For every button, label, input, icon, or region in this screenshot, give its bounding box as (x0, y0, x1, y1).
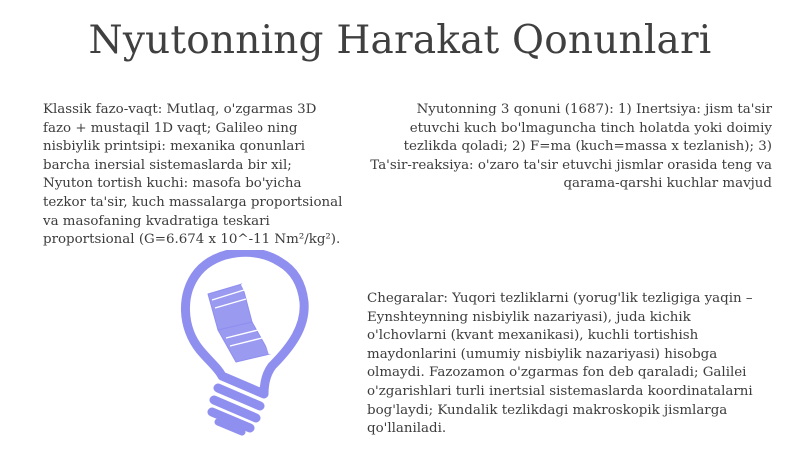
slide-title: Nyutonning Harakat Qonunlari (88, 18, 712, 63)
classical-spacetime-text: Klassik fazo-vaqt: Mutlaq, o'zgarmas 3D fazo + mustaqil 1D vaqt; Galileo ning nisbiylik printsipi: mexanika qonunlari barcha inersial sistemaslarda bir xil; Nyuton tortish kuchi: masofa bo'yicha tezkor ta'sir, kuch massalarga proportsional va masofaning kvadratiga teskari proportsional (G=6.674 x 10^-11 Nm²/kg²). (43, 102, 343, 248)
limitations-text: Chegaralar: Yuqori tezliklarni (yorug'lik tezligiga yaqin – Eynshteynning nisbiylik nazariyasi), juda kichik o'lchovlarni (kvant mexanikasi), kuchli tortishish maydonlarini (umumiy nisbiylik nazariyasi) hisobga olmaydi. Fazozamon o'zgarmas fon deb qaraladi; Galilei o'zgarishlari turli inertsial sistemaslarda koordinatalarni bog'laydi; Kundalik tezlikdagi makroskopik jismlarga qo'llaniladi. (367, 291, 753, 437)
newton-laws-text: Nyutonning 3 qonuni (1687): 1) Inertsiya: jism ta'sir etuvchi kuch bo'lmaguncha tinch holatda yoki doimiy tezlikda qoladi; 2) F=ma (kuch=massa x tezlanish); 3) Ta'sir-reaksiya: o'zaro ta'sir etuvchi jismlar orasida teng va qarama-qarshi kuchlar mavjud (370, 102, 772, 192)
lightbulb-book-icon (160, 250, 320, 440)
